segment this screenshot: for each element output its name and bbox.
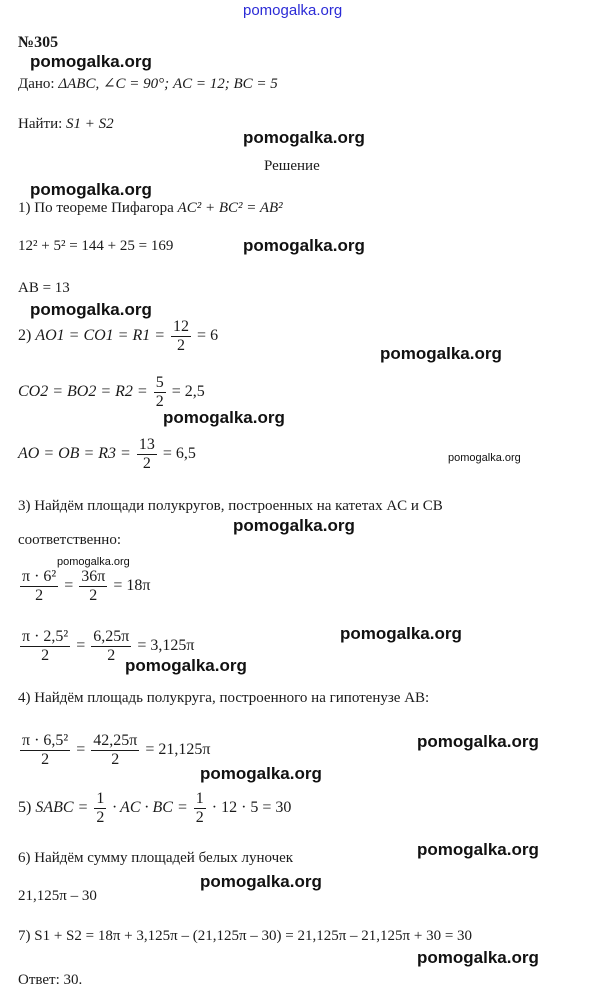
fraction [94, 790, 106, 827]
watermark: pomogalka.org [30, 300, 152, 319]
step4-f1 [18, 732, 210, 769]
watermark-small: pomogalka.org [448, 452, 521, 464]
step5-lhs: SABC = [35, 799, 89, 817]
denominator: 2 [96, 809, 105, 826]
watermark: pomogalka.org [125, 656, 247, 675]
watermark: pomogalka.org [380, 344, 502, 363]
given-angle: ∠C = 90°; [102, 76, 170, 92]
numerator: 6,25π [93, 628, 130, 645]
denominator: 2 [177, 337, 186, 354]
given-line [18, 74, 278, 93]
step2-line3-lhs: AO = OB = R3 = [18, 445, 131, 463]
find-line [18, 116, 114, 133]
step3-text2: соответственно: [18, 532, 121, 548]
watermark: pomogalka.org [417, 732, 539, 751]
denominator: 2 [41, 647, 50, 664]
step2-line3 [18, 436, 196, 473]
watermark: pomogalka.org [417, 840, 539, 859]
watermark: pomogalka.org [200, 764, 322, 783]
step2-line2-lhs: CO2 = BO2 = R2 = [18, 383, 148, 401]
equals: = [76, 741, 86, 759]
fraction [91, 628, 131, 665]
given-triangle: ΔABC, [58, 76, 100, 92]
step3-f2-rhs: = 3,125π [137, 637, 195, 655]
step1-result: AB = 13 [18, 280, 70, 296]
step6-calc: 21,125π – 30 [18, 888, 97, 904]
numerator: 12 [173, 318, 190, 335]
fraction [154, 374, 166, 411]
step4-text: 4) Найдём площадь полукруга, построенного на гипотенузе AB: [18, 690, 430, 706]
denominator: 2 [89, 587, 98, 604]
solution-title: Решение [264, 158, 320, 174]
problem-number: №305 [18, 34, 59, 51]
step2-line1 [18, 318, 218, 355]
watermark: pomogalka.org [340, 624, 462, 643]
fraction [20, 568, 58, 605]
fraction [79, 568, 107, 605]
watermark: pomogalka.org [200, 872, 322, 891]
given-label: Дано: [18, 76, 55, 92]
watermark: pomogalka.org [243, 236, 365, 255]
step2-line3-rhs: = 6,5 [162, 445, 196, 463]
given-ac: AC = 12; [172, 76, 230, 92]
watermark: pomogalka.org [30, 52, 152, 71]
step1-formula: AC² + BC² = AB² [177, 200, 283, 216]
step2-prefix: 2) [18, 327, 32, 345]
denominator: 2 [142, 455, 151, 472]
step3-text: 3) Найдём площади полукругов, построенных на катетах AC и CB [18, 498, 443, 514]
numerator: π · 6² [22, 568, 57, 585]
watermark: pomogalka.org [417, 948, 539, 967]
numerator: 1 [96, 790, 105, 807]
numerator: π · 2,5² [22, 628, 69, 645]
step2-line2-rhs: = 2,5 [171, 383, 205, 401]
step5-line [18, 790, 291, 827]
denominator: 2 [41, 751, 50, 768]
fraction [20, 732, 70, 769]
step5-mid: · AC · BC = [112, 799, 188, 817]
fraction [137, 436, 157, 473]
answer: Ответ: 30. [18, 972, 83, 988]
watermark-small: pomogalka.org [57, 556, 130, 568]
step7-calc: 7) S1 + S2 = 18π + 3,125π – (21,125π – 30) = 21,125π – 21,125π + 30 = 30 [18, 928, 473, 944]
find-label: Найти: [18, 116, 63, 132]
denominator: 2 [107, 647, 116, 664]
step5-prefix: 5) [18, 799, 32, 817]
step1-line [18, 200, 283, 217]
step1-text: 1) По теореме Пифагора [18, 200, 174, 216]
fraction [91, 732, 139, 769]
watermark: pomogalka.org [163, 408, 285, 427]
denominator: 2 [35, 587, 44, 604]
step2-line1-rhs: = 6 [197, 327, 219, 345]
given-bc: BC = 5 [233, 76, 278, 92]
denominator: 2 [155, 393, 164, 410]
fraction [194, 790, 206, 827]
step2-line1-lhs: AO1 = CO1 = R1 = [35, 327, 166, 345]
numerator: 36π [81, 568, 106, 585]
step3-f1 [18, 568, 150, 605]
step5-rhs: · 12 · 5 = 30 [211, 799, 292, 817]
equals: = [76, 637, 86, 655]
fraction [20, 628, 70, 665]
step3-f2 [18, 628, 194, 665]
denominator: 2 [195, 809, 204, 826]
step6-text: 6) Найдём сумму площадей белых луночек [18, 850, 294, 866]
step2-line2 [18, 374, 205, 411]
numerator: 42,25π [93, 732, 138, 749]
step1-calc: 12² + 5² = 144 + 25 = 169 [18, 238, 174, 254]
numerator: 13 [138, 436, 155, 453]
equals: = [64, 577, 74, 595]
step4-f1-rhs: = 21,125π [145, 741, 211, 759]
watermark: pomogalka.org [233, 516, 355, 535]
step3-f1-rhs: = 18π [113, 577, 151, 595]
watermark-top: pomogalka.org [243, 2, 343, 19]
fraction [171, 318, 191, 355]
numerator: 1 [195, 790, 204, 807]
find-expr: S1 + S2 [66, 116, 114, 132]
watermark: pomogalka.org [30, 180, 152, 199]
numerator: π · 6,5² [22, 732, 69, 749]
numerator: 5 [155, 374, 164, 391]
denominator: 2 [111, 751, 120, 768]
watermark: pomogalka.org [243, 128, 365, 147]
